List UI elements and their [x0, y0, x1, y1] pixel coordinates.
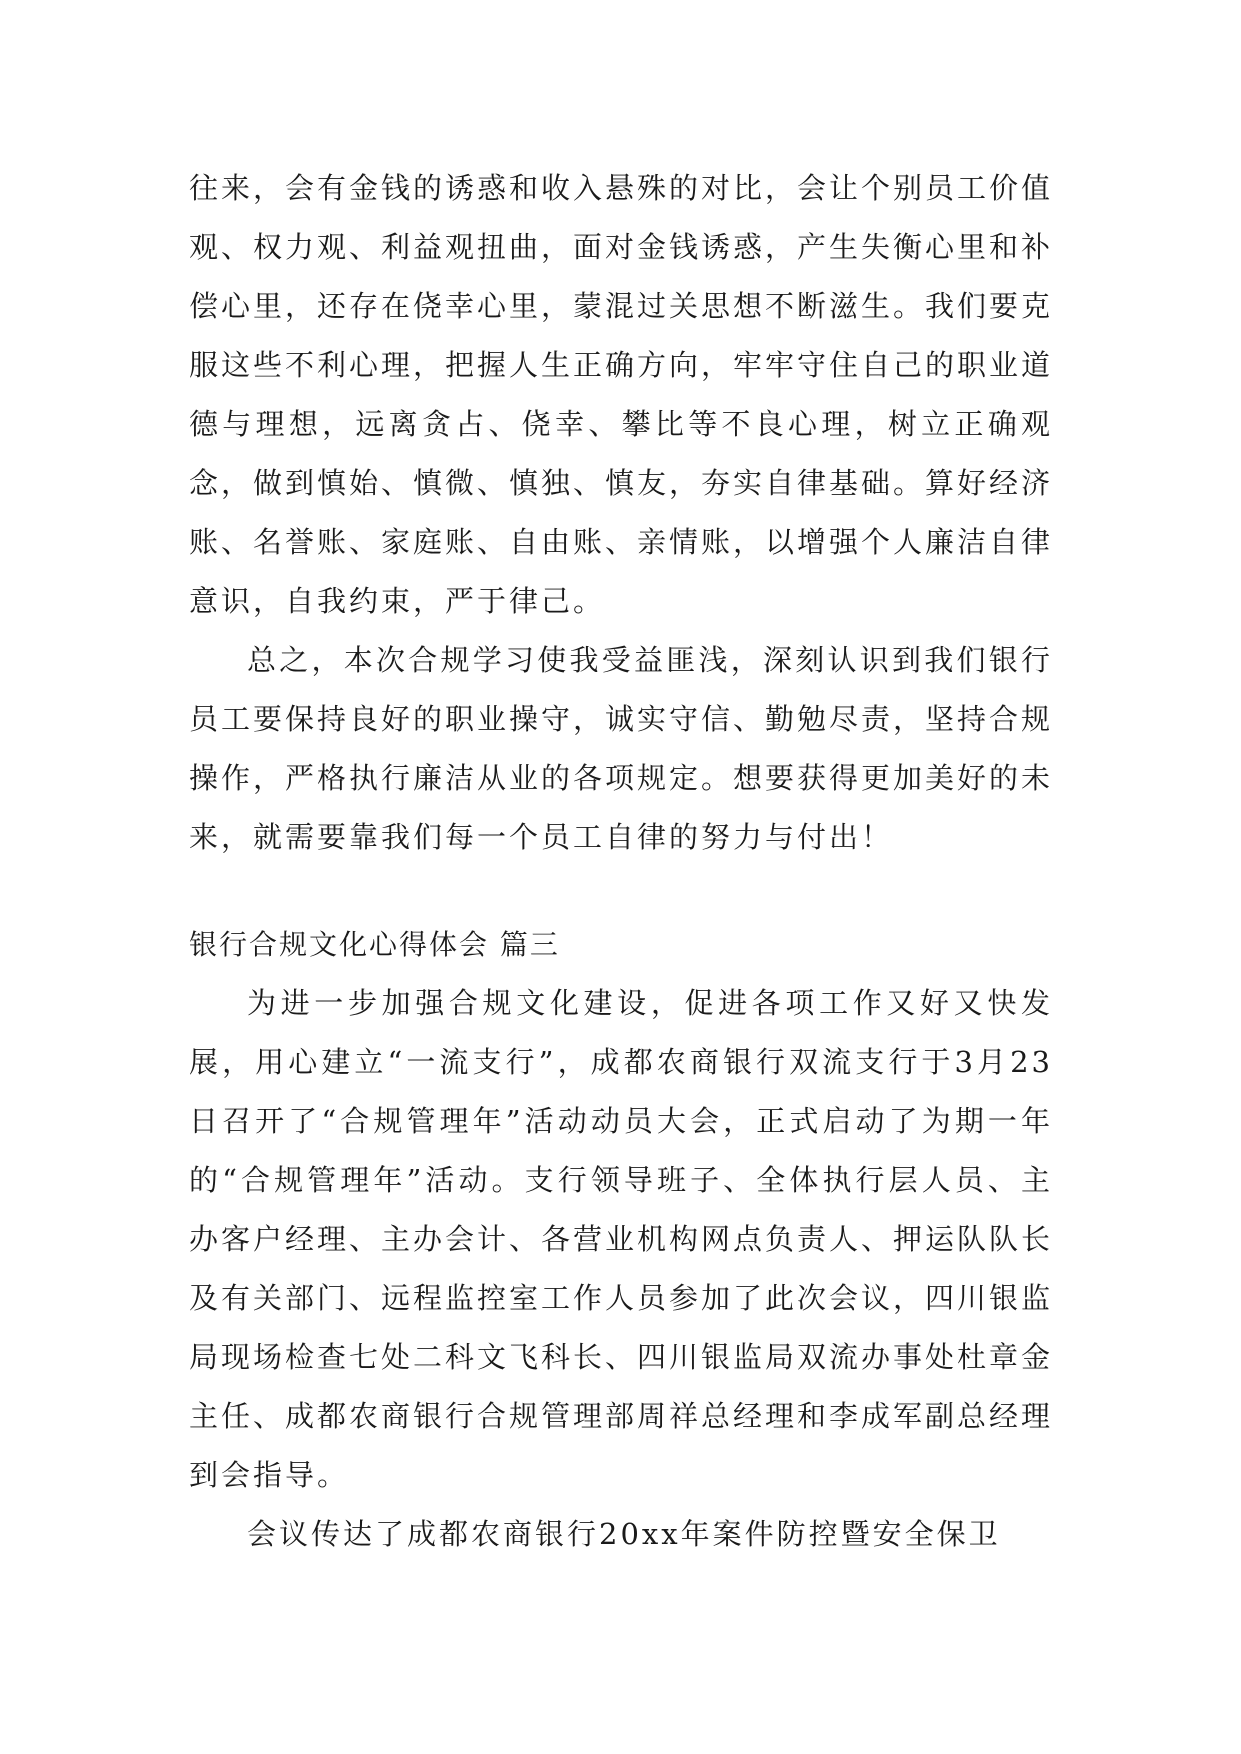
body-paragraph-1: 往来，会有金钱的诱惑和收入悬殊的对比，会让个别员工价值观、权力观、利益观扭曲，面对金钱诱惑，产生失衡心里和补偿心里，还存在侥幸心里，蒙混过关思想不断滋生。我们要克服这些不利心理，把握人生正确方向，牢牢守住自己的职业道德与理想，远离贪占、侥幸、攀比等不良心理，树立正确观念，做到慎始、慎微、慎独、慎友，夯实自律基础。算好经济账、名誉账、家庭账、自由账、亲情账，以增强个人廉洁自律意识，自我约束，严于律己。 [189, 171, 1054, 618]
body-paragraph-4: 会议传达了成都农商银行20xx年案件防控暨安全保卫 [247, 1517, 1001, 1551]
document-body [189, 159, 1053, 1564]
body-paragraph-3: 为进一步加强合规文化建设，促进各项工作又好又快发展，用心建立“一流支行”，成都农商银行双流支行于3月23日召开了“合规管理年”活动动员大会，正式启动了为期一年的“合规管理年”活动。支行领导班子、全体执行层人员、主办客户经理、主办会计、各营业机构网点负责人、押运队队长及有关部门、远程监控室工作人员参加了此次会议，四川银监局现场检查七处二科文飞科长、四川银监局双流办事处杜章金主任、成都农商银行合规管理部周祥总经理和李成军副总经理到会指导。 [189, 986, 1054, 1492]
body-paragraph-2: 总之，本次合规学习使我受益匪浅，深刻认识到我们银行员工要保持良好的职业操守，诚实守信、勤勉尽责，坚持合规操作，严格执行廉洁从业的各项规定。想要获得更加美好的未来，就需要靠我们每一个员工自律的努力与付出！ [189, 643, 1054, 854]
section-heading: 银行合规文化心得体会 篇三 [189, 928, 560, 961]
